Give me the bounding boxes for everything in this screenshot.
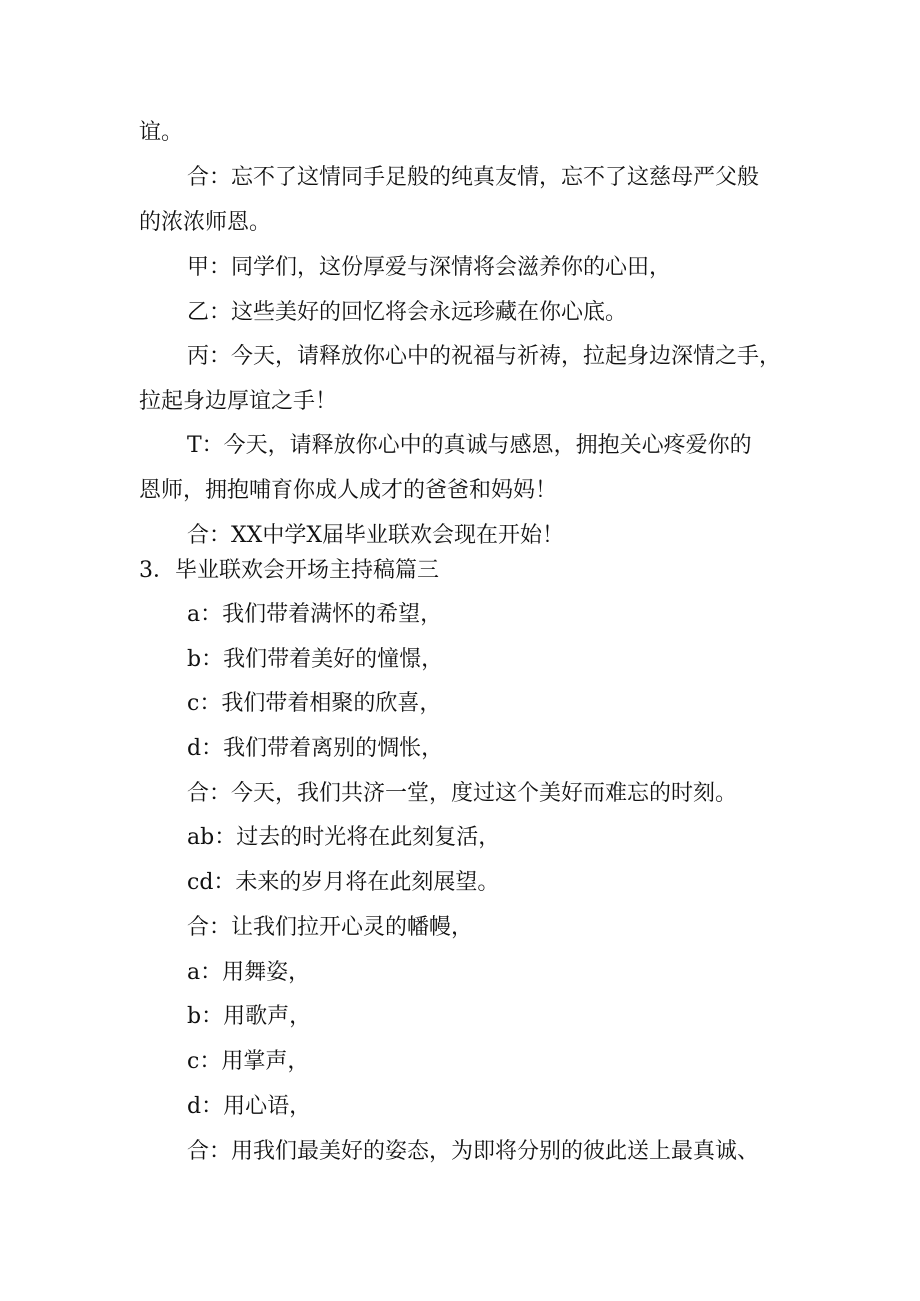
text-line: c：我们带着相聚的欣喜， bbox=[187, 691, 442, 716]
text-line: 合：忘不了这情同手足般的纯真友情，忘不了这慈母严父般 bbox=[187, 165, 760, 190]
text-line: cd：未来的岁月将在此刻展望。 bbox=[187, 870, 500, 895]
text-line: ab：过去的时光将在此刻复活， bbox=[187, 825, 501, 850]
text-line: T：今天，请释放你心中的真诚与感恩，拥抱关心疼爱你的 bbox=[187, 433, 752, 458]
text-line: 丙：今天，请释放你心中的祝福与祈祷，拉起身边深情之手， bbox=[187, 344, 782, 369]
text-line: a：我们带着满怀的希望， bbox=[187, 602, 443, 627]
text-line: 合：用我们最美好的姿态，为即将分别的彼此送上最真诚、 bbox=[187, 1139, 760, 1164]
text-line: 合：XX中学X届毕业联欢会现在开始！ bbox=[187, 523, 564, 548]
text-line: b：我们带着美好的憧憬， bbox=[187, 647, 444, 672]
text-line: a：用舞姿， bbox=[187, 960, 311, 985]
text-line: 乙：这些美好的回忆将会永远珍藏在你心底。 bbox=[187, 300, 628, 325]
text-line: 恩师，拥抱哺育你成人成才的爸爸和妈妈！ bbox=[139, 478, 558, 503]
text-line: 拉起身边厚谊之手！ bbox=[139, 389, 338, 414]
section-heading: 3．毕业联欢会开场主持稿篇三 bbox=[139, 558, 439, 583]
text-line: d：我们带着离别的惆怅， bbox=[187, 736, 444, 761]
text-line: b：用歌声， bbox=[187, 1004, 312, 1029]
text-line: c：用掌声， bbox=[187, 1049, 310, 1074]
text-line: 合：今天，我们共济一堂，度过这个美好而难忘的时刻。 bbox=[187, 781, 738, 806]
text-line: 的浓浓师恩。 bbox=[139, 210, 272, 235]
text-line: 谊。 bbox=[139, 120, 184, 145]
text-line: d：用心语， bbox=[187, 1094, 312, 1119]
text-line: 甲：同学们，这份厚爱与深情将会滋养你的心田， bbox=[187, 255, 672, 280]
text-line: 合：让我们拉开心灵的幡幔， bbox=[187, 915, 474, 940]
